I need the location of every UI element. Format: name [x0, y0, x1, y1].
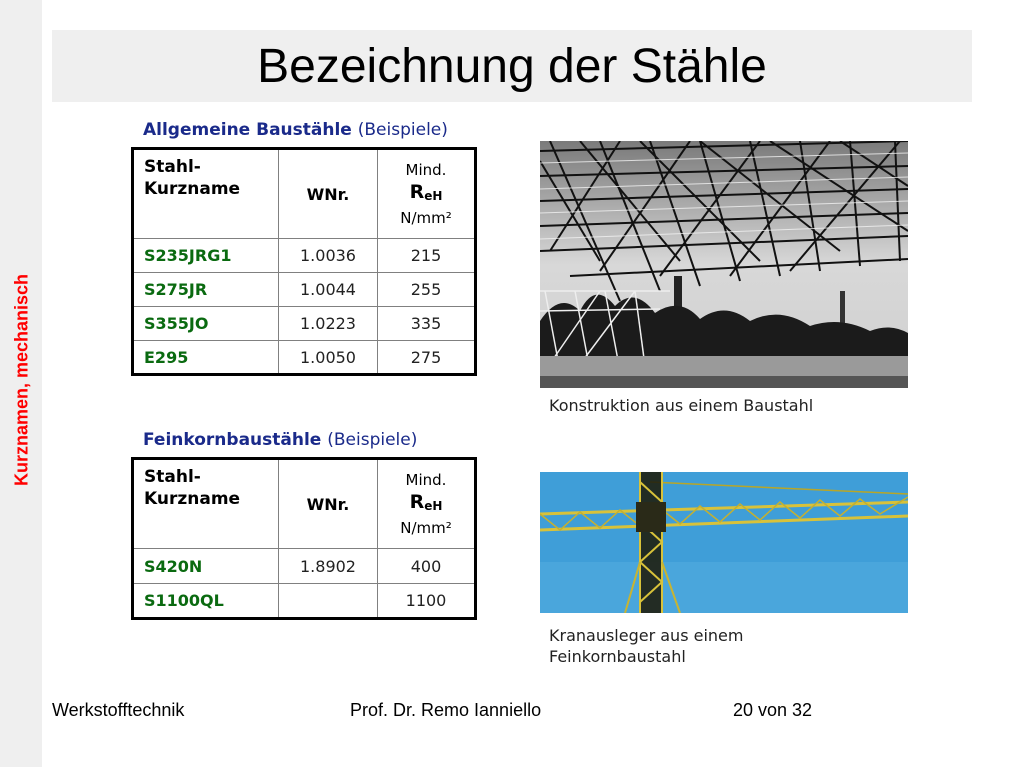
footer-course: Werkstofftechnik — [52, 700, 185, 720]
reh-symbol: R — [409, 181, 425, 203]
photo2-caption — [549, 625, 743, 667]
section-heading-fine-grain-steels — [143, 430, 417, 450]
photo2-caption-line1: Kranausleger aus einem — [549, 626, 744, 645]
header-name — [133, 459, 279, 549]
steel-name: E295 — [133, 341, 279, 375]
section-heading-note: (Beispiele) — [357, 120, 448, 140]
header-name — [133, 149, 279, 239]
steel-wnr — [279, 584, 378, 619]
steel-name: S235JRG1 — [133, 239, 279, 273]
header-reh-symbol — [378, 491, 474, 517]
reh-subscript: eH — [424, 499, 443, 513]
header-reh — [378, 149, 476, 239]
photo1-caption: Konstruktion aus einem Baustahl — [549, 396, 814, 415]
section-heading-note: (Beispiele) — [327, 430, 418, 450]
steel-name: S1100QL — [133, 584, 279, 619]
slide-title: Bezeichnung der Stähle — [257, 39, 767, 93]
footer-page-number: 20 von 32 — [733, 700, 813, 720]
header-name-line1: Stahl- — [144, 467, 201, 487]
fine-grain-steels-table — [131, 457, 477, 620]
footer-author: Prof. Dr. Remo Ianniello — [350, 700, 542, 720]
section-heading-general-steels — [143, 120, 448, 140]
table-row — [133, 273, 476, 307]
section-heading-text: Feinkornbaustähle — [143, 430, 322, 450]
steel-wnr: 1.0044 — [279, 273, 378, 307]
steel-name: S355JO — [133, 307, 279, 341]
steel-wnr: 1.8902 — [279, 549, 378, 584]
steel-name: S275JR — [133, 273, 279, 307]
header-reh-unit: N/mm² — [400, 519, 452, 537]
header-reh-line1: Mind. — [405, 161, 447, 179]
steel-reh: 275 — [378, 341, 476, 375]
header-name-line1: Stahl- — [144, 157, 201, 177]
steel-wnr: 1.0223 — [279, 307, 378, 341]
steel-reh: 400 — [378, 549, 476, 584]
photo2-caption-line2: Feinkornbaustahl — [549, 647, 686, 666]
side-label: Kurznamen, mechanisch — [11, 273, 32, 487]
general-steels-table — [131, 147, 477, 376]
crane-jib-photo — [540, 472, 908, 613]
steel-wnr: 1.0036 — [279, 239, 378, 273]
header-name-line2: Kurzname — [144, 179, 241, 199]
header-name-line2: Kurzname — [144, 489, 241, 509]
steel-roof-structure-photo — [540, 141, 908, 388]
table-row — [133, 307, 476, 341]
header-reh-unit: N/mm² — [400, 209, 452, 227]
table-row — [133, 584, 476, 619]
header-reh-line1: Mind. — [405, 471, 447, 489]
header-reh-symbol — [378, 181, 474, 207]
header-wnr: WNr. — [279, 149, 378, 239]
steel-reh: 1100 — [378, 584, 476, 619]
steel-reh: 215 — [378, 239, 476, 273]
steel-reh: 335 — [378, 307, 476, 341]
table-row — [133, 239, 476, 273]
section-heading-text: Allgemeine Baustähle — [143, 120, 352, 140]
reh-symbol: R — [409, 491, 425, 513]
header-wnr: WNr. — [279, 459, 378, 549]
header-reh — [378, 459, 476, 549]
table-row — [133, 341, 476, 375]
steel-reh: 255 — [378, 273, 476, 307]
title-bar — [52, 30, 972, 102]
steel-name: S420N — [133, 549, 279, 584]
table-row — [133, 549, 476, 584]
table-header-row — [133, 459, 476, 549]
reh-subscript: eH — [424, 189, 443, 203]
table-header-row — [133, 149, 476, 239]
steel-wnr: 1.0050 — [279, 341, 378, 375]
